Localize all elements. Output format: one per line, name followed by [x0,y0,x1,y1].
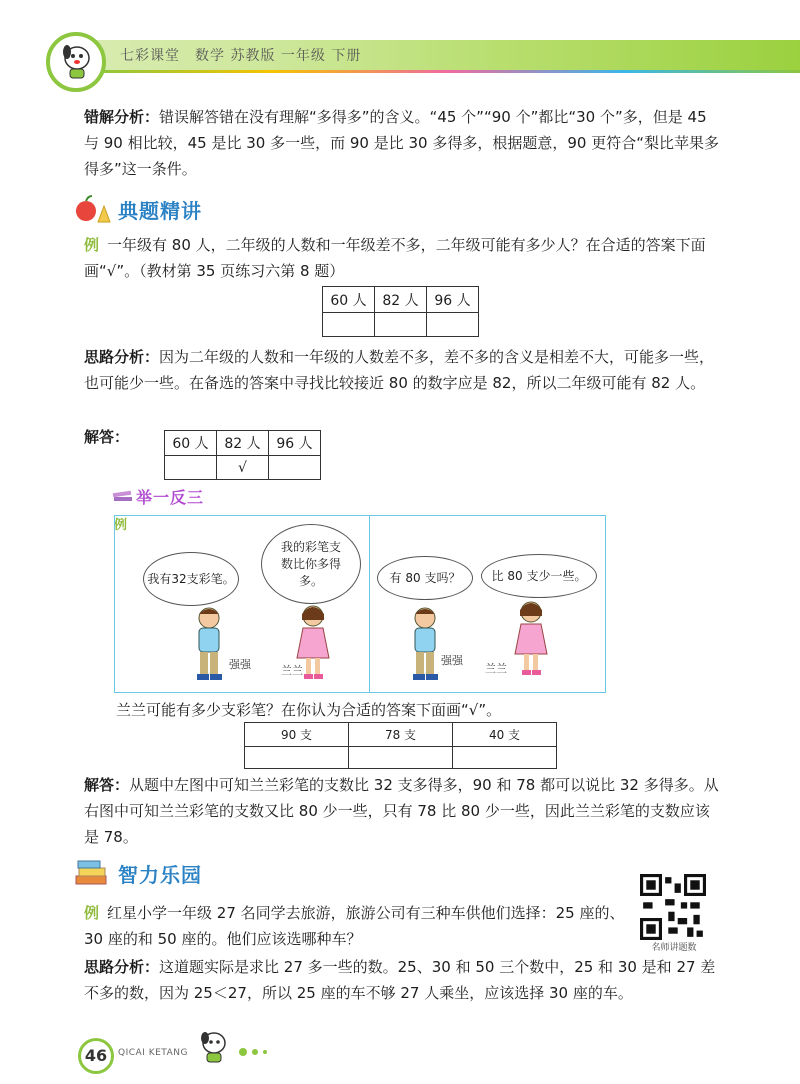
page-number: 46 [78,1038,114,1074]
qr-caption: 名师讲题数 [651,943,697,953]
error-analysis-text: 错误解答错在没有理解“多得多”的含义。“45 个”“90 个”都比“30 个”多，但是 45 与 90 相比较，45 是比 30 多一些，而 90 是比 30 多得多，根据题意，90 更符合“梨比苹果多得多”这一条件。 [84,108,719,178]
dog-mascot-icon [196,1029,232,1065]
analysis1 [84,344,724,396]
mark-cell [453,747,557,769]
comic-illustration [114,515,606,693]
answer1-label: 解答： [84,428,130,446]
example-tag: 例 [114,518,128,533]
mark-cell [375,313,427,337]
girl-figure-icon [511,600,551,678]
boy-figure-icon [187,606,231,682]
section-title-zhili: 智力乐园 [118,862,202,887]
option-cell: 82 人 [375,287,427,313]
option-cell: 96 人 [427,287,479,313]
section-title-dianti: 典题精讲 [118,198,202,223]
example2-question [116,697,756,723]
example-tag: 例 [84,236,100,254]
comic-divider [369,516,370,692]
books-icon [72,858,112,888]
example2-options-table [244,722,557,769]
example3-question [84,900,634,952]
option-cell: 60 人 [323,287,375,313]
analysis1-text: 因为二年级的人数和一年级的人数差不多，差不多的含义是相差不大，可能多一些，也可能少一些。在备选的答案中寻找比较接近 80 的数字应是 82，所以二年级可能有 82 人。 [84,348,715,392]
apple-triangle-icon [72,194,112,224]
option-cell: 78 支 [349,723,453,747]
answer2 [84,772,724,850]
mark-cell [349,747,453,769]
speech-bubble: 比 80 支少一些。 [481,554,597,598]
mark-cell [427,313,479,337]
dog-mascot-icon [60,42,94,80]
page-header [0,0,800,90]
qr-code-icon[interactable] [640,874,706,940]
section-title-juyi: 举一反三 [136,487,205,507]
speech-bubble: 有 80 支吗？ [377,556,473,600]
option-cell: 40 支 [453,723,557,747]
option-cell: 96 人 [269,431,321,456]
option-cell: 90 支 [245,723,349,747]
section-header-juyi [112,482,204,510]
option-cell: 60 人 [165,431,217,456]
error-analysis [84,104,724,182]
speech-bubble: 我有32支彩笔。 [143,552,239,606]
example-tag: 例 [84,904,100,922]
answer2-text: 从题中左图中可知兰兰彩笔的支数比 32 支多得多，90 和 78 都可以说比 32 多得多。从右图中可知兰兰彩笔的支数又比 80 少一些，只有 78 比 80 少一些，因此兰兰彩笔的支数应该是 78。 [84,776,719,846]
check-mark-cell: √ [217,456,269,480]
speech-bubble: 我的彩笔支数比你多得多。 [261,524,361,604]
character-name: 强强 [229,658,251,671]
section-header-zhili [72,856,202,890]
answer1-table [164,430,321,480]
analysis3-text: 这道题实际是求比 27 多一些的数。25、30 和 50 三个数中，25 和 30 是和 27 差不多的数，因为 25＜27，所以 25 座的车不够 27 人乘坐，应该选择 30 座的车。 [84,958,716,1002]
boy-figure-icon [403,606,447,682]
answer2-label: 解答： [84,776,130,794]
footer-brand: QICAI KETANG [118,1048,188,1058]
mark-cell [165,456,217,480]
example1-question [84,232,724,284]
header-title: 七彩课堂 数学 苏教版 一年级 下册 [120,48,362,64]
example3-text: 红星小学一年级 27 名同学去旅游，旅游公司有三种车供他们选择：25 座的、30 座的和 50 座的。他们应该选哪种车？ [84,904,625,948]
example1-text: 一年级有 80 人，二年级的人数和一年级差不多，二年级可能有多少人？在合适的答案下面画“√”。（教材第 35 页练习六第 8 题） [84,236,706,280]
section-header-dianti [72,192,202,226]
example1-options-table [322,286,479,337]
mark-cell [245,747,349,769]
example2-question-text: 兰兰可能有多少支彩笔？在你认为合适的答案下面画“√”。 [116,701,502,719]
header-rainbow-line [95,70,800,73]
error-analysis-label: 错解分析： [84,108,160,126]
analysis3 [84,954,724,1006]
mark-cell [323,313,375,337]
answer1-label-wrap [84,424,164,450]
analysis1-label: 思路分析： [84,348,160,366]
analysis3-label: 思路分析： [84,958,160,976]
option-cell: 82 人 [217,431,269,456]
decorative-dots-icon [238,1047,278,1057]
book-stack-icon [112,489,134,503]
character-name: 强强 [441,654,463,667]
character-name: 兰兰 [485,662,507,675]
mark-cell [269,456,321,480]
character-name: 兰兰 [281,664,303,677]
